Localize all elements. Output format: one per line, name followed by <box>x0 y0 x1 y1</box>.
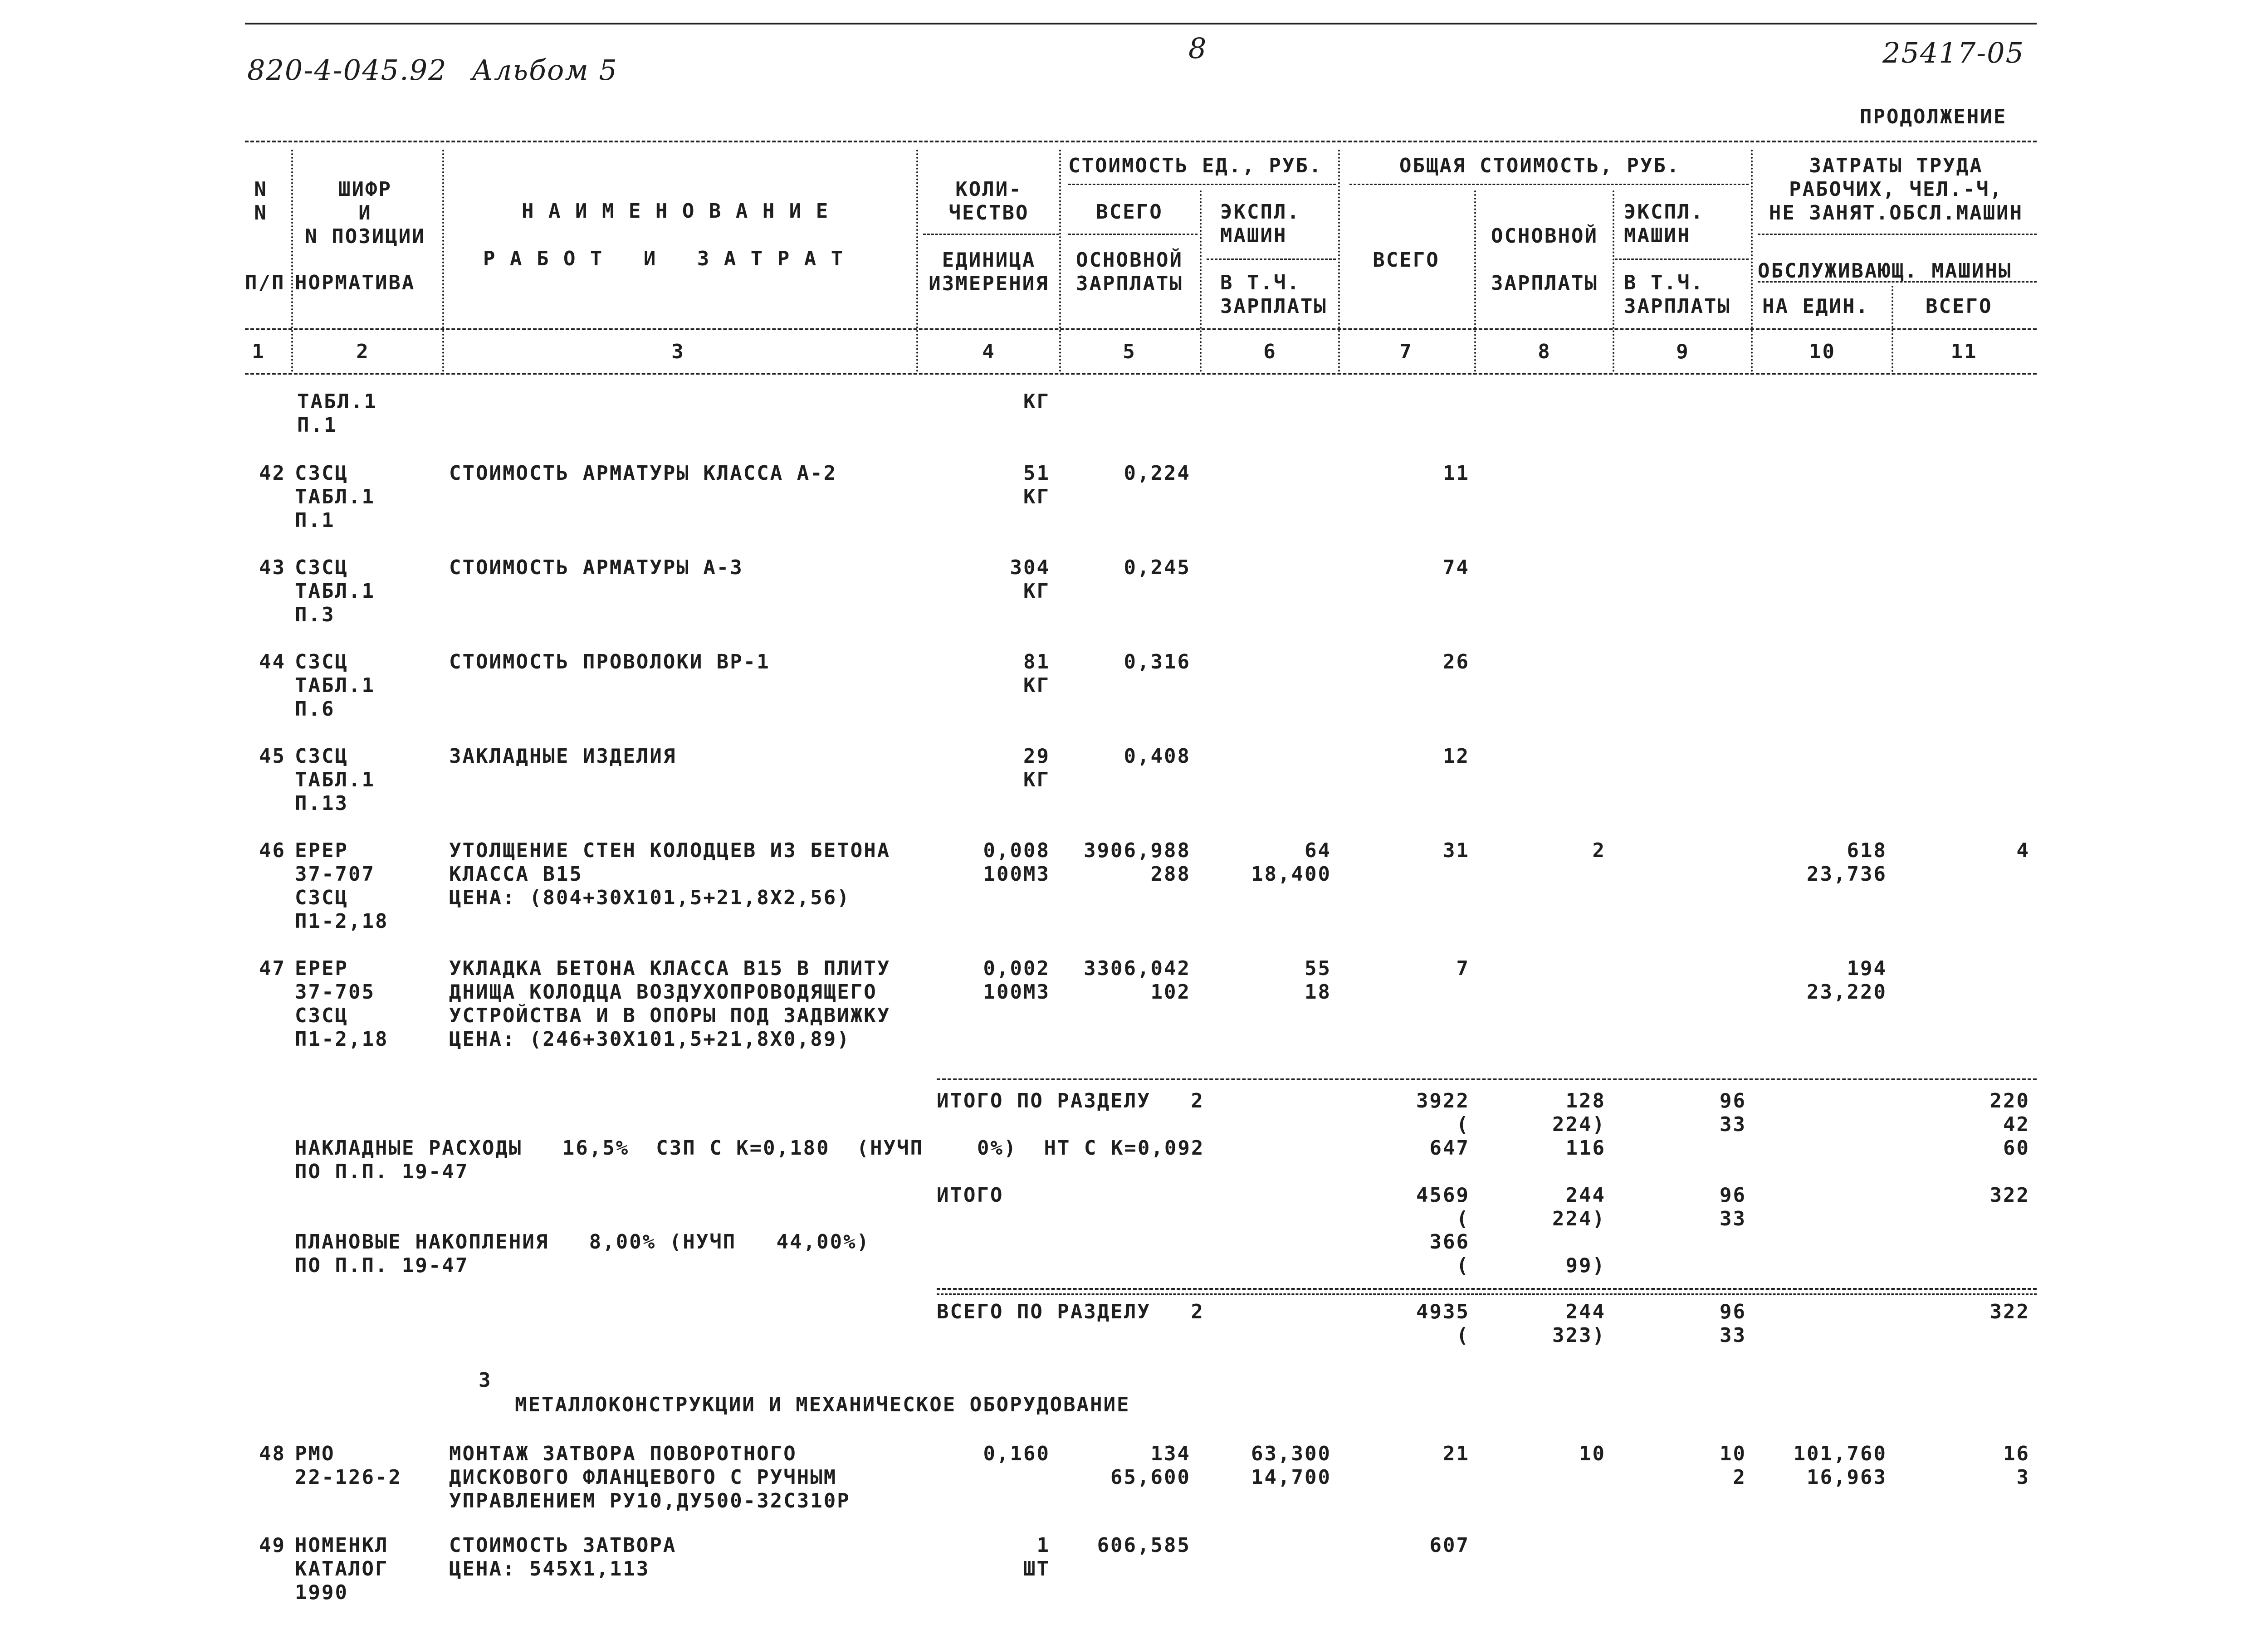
section-total-c11: 220 42 <box>1989 1089 2030 1136</box>
row-labor-unit: 194 23,220 <box>1807 957 1887 1004</box>
section-total-c8: 128 224) <box>1552 1089 1606 1136</box>
grand-top-rule <box>937 1288 2037 1290</box>
hdr-col5-total: ВСЕГО <box>1096 200 1163 224</box>
row-name: СТОИМОСТЬ ЗАТВОРА ЦЕНА: 545Х1,113 <box>449 1534 677 1580</box>
hdr-labor-group: ЗАТРАТЫ ТРУДА РАБОЧИХ, ЧЕЛ.-Ч, НЕ ЗАНЯТ.ОБСЛ.МАШИН <box>1769 154 2024 224</box>
col-number: 2 <box>356 340 370 363</box>
header-bottom-rule <box>245 373 2037 375</box>
row-qty: 29 КГ <box>1023 745 1050 791</box>
hdr-col9-top: ЭКСПЛ. МАШИН <box>1624 200 1704 247</box>
unit-cost-group-rule <box>1068 184 1336 185</box>
row-total: 11 <box>1443 462 1470 485</box>
row-number: 46 <box>259 839 286 862</box>
overhead-label: НАКЛАДНЫЕ РАСХОДЫ 16,5% СЗП С К=0,180 (НУЧП 0%) НТ С К=0,092 ПО П.П. 19-47 <box>295 1136 1205 1183</box>
itogo-c8: 244 224) <box>1552 1184 1606 1230</box>
section3-title: МЕТАЛЛОКОНСТРУКЦИИ И МЕХАНИЧЕСКОЕ ОБОРУДОВАНИЕ <box>515 1393 1130 1416</box>
hdr-col6-bottom: В Т.Ч. ЗАРПЛАТЫ <box>1220 271 1327 318</box>
col6-sub-rule <box>1207 259 1336 260</box>
section-grand-c8: 244 323) <box>1552 1300 1606 1347</box>
col-number: 4 <box>982 340 996 363</box>
hdr-col4: КОЛИ- ЧЕСТВО <box>948 178 1029 224</box>
overhead-c11: 60 <box>2003 1136 2030 1160</box>
hdr-col2: ШИФР И N ПОЗИЦИИ <box>305 178 425 248</box>
planned-c8: 99) <box>1565 1254 1606 1277</box>
hdr-total-cost-group: ОБЩАЯ СТОИМОСТЬ, РУБ. <box>1399 154 1681 177</box>
hdr-col10: НА ЕДИН. <box>1762 295 1869 318</box>
hdr-col4-unit: ЕДИНИЦА ИЗМЕРЕНИЯ <box>929 249 1049 295</box>
col-number: 5 <box>1123 340 1136 363</box>
hdr-col1-pp: П/П <box>245 271 285 294</box>
row-total: 7 <box>1456 957 1470 980</box>
doc-number: 25417-05 <box>1882 36 2025 69</box>
row-total: 12 <box>1443 745 1470 768</box>
header-top-rule <box>245 141 2037 142</box>
section-total-label: ИТОГО ПО РАЗДЕЛУ 2 <box>937 1089 1204 1112</box>
carry-code: ТАБЛ.1 П.1 <box>297 390 377 437</box>
carry-unit: КГ <box>1023 390 1050 413</box>
section-grand-label: ВСЕГО ПО РАЗДЕЛУ 2 <box>937 1300 1204 1323</box>
hdr-col8: ОСНОВНОЙ ЗАРПЛАТЫ <box>1491 224 1598 295</box>
col-divider <box>1751 150 1753 372</box>
row-labor-unit: 101,760 16,963 <box>1793 1442 1887 1489</box>
section3-number: 3 <box>479 1369 492 1392</box>
row-total: 31 <box>1443 839 1470 862</box>
section-grand-c11: 322 <box>1989 1300 2030 1323</box>
row-code: СЗСЦ ТАБЛ.1 П.13 <box>295 745 375 815</box>
col-divider <box>1474 190 1476 372</box>
hdr-unit-cost-group: СТОИМОСТЬ ЕД., РУБ. <box>1068 154 1323 177</box>
planned-c7: 366 ( <box>1429 1230 1470 1277</box>
row-name: СТОИМОСТЬ АРМАТУРЫ А-3 <box>449 556 743 579</box>
row-unit-total: 0,245 <box>1124 556 1191 579</box>
row-number: 43 <box>259 556 286 579</box>
hdr-col2-norm: НОРМАТИВА <box>295 271 415 294</box>
doc-code: 820-4-045.92 <box>247 54 447 87</box>
row-unit-total: 606,585 <box>1097 1534 1191 1557</box>
row-code: ЕРЕР 37-705 СЗСЦ П1-2,18 <box>295 957 389 1051</box>
col-number: 9 <box>1676 340 1690 363</box>
hdr-col5-wage: ОСНОВНОЙ ЗАРПЛАТЫ <box>1076 249 1183 295</box>
row-unit-total: 3306,042 102 <box>1084 957 1191 1004</box>
row-qty: 0,002 100М3 <box>983 957 1050 1004</box>
row-machines: 10 2 <box>1720 1442 1746 1489</box>
row-wages: 2 <box>1592 839 1606 862</box>
row-unit-total: 134 65,600 <box>1110 1442 1191 1489</box>
row-code: СЗСЦ ТАБЛ.1 П.6 <box>295 650 375 721</box>
col5-sub-rule <box>1068 234 1198 235</box>
itogo-label: ИТОГО <box>937 1184 1004 1207</box>
row-unit-machines: 64 18,400 <box>1251 839 1331 886</box>
row-unit-machines: 63,300 14,700 <box>1251 1442 1331 1489</box>
row-qty: 1 ШТ <box>1023 1534 1050 1580</box>
overhead-c7: 647 <box>1429 1136 1470 1160</box>
col-divider <box>1338 150 1340 372</box>
row-code: СЗСЦ ТАБЛ.1 П.3 <box>295 556 375 626</box>
row-code: РМО 22-126-2 <box>295 1442 402 1489</box>
section-grand-c9: 96 33 <box>1720 1300 1746 1347</box>
hdr-col7: ВСЕГО <box>1373 249 1440 272</box>
row-qty: 81 КГ <box>1023 650 1050 697</box>
col-divider <box>442 150 444 372</box>
page-number: 8 <box>1188 32 1207 65</box>
row-qty: 51 КГ <box>1023 462 1050 508</box>
col-divider <box>1613 190 1614 372</box>
row-name: УТОЛЩЕНИЕ СТЕН КОЛОДЦЕВ ИЗ БЕТОНА КЛАССА В15 ЦЕНА: (804+30Х101,5+21,8Х2,56) <box>449 839 891 909</box>
row-number: 47 <box>259 957 286 980</box>
col-number: 8 <box>1538 340 1551 363</box>
section-grand-c7: 4935 ( <box>1416 1300 1470 1347</box>
hdr-labor-sub: ОБСЛУЖИВАЮЩ. МАШИНЫ <box>1758 259 2012 283</box>
row-qty: 0,160 <box>983 1442 1050 1465</box>
row-total: 21 <box>1443 1442 1470 1465</box>
hdr-col3-line1: Н А И М Е Н О В А Н И Е <box>522 200 830 223</box>
row-qty: 0,008 100М3 <box>983 839 1050 886</box>
row-name: СТОИМОСТЬ АРМАТУРЫ КЛАССА А-2 <box>449 462 837 485</box>
itogo-c11: 322 <box>1989 1184 2030 1207</box>
row-number: 44 <box>259 650 286 673</box>
col-number: 10 <box>1809 340 1836 363</box>
col-divider <box>291 150 293 372</box>
row-unit-total: 0,408 <box>1124 745 1191 768</box>
qty-unit-rule <box>923 234 1059 235</box>
row-name: МОНТАЖ ЗАТВОРА ПОВОРОТНОГО ДИСКОВОГО ФЛАНЦЕВОГО С РУЧНЫМ УПРАВЛЕНИЕМ РУ10,ДУ500-32С310Р <box>449 1442 850 1512</box>
col-divider <box>1892 286 1893 372</box>
row-number: 48 <box>259 1442 286 1465</box>
hdr-col11: ВСЕГО <box>1926 295 1993 318</box>
row-number: 45 <box>259 745 286 768</box>
row-total: 74 <box>1443 556 1470 579</box>
col-number: 6 <box>1263 340 1277 363</box>
row-labor-unit: 618 23,736 <box>1807 839 1887 886</box>
header-mid-rule <box>245 328 2037 330</box>
row-qty: 304 КГ <box>1010 556 1050 603</box>
row-code: НОМЕНКЛ КАТАЛОГ 1990 <box>295 1534 389 1604</box>
overhead-c8: 116 <box>1565 1136 1606 1160</box>
row-unit-total: 0,224 <box>1124 462 1191 485</box>
hdr-col1: N N <box>254 178 268 224</box>
row-name: ЗАКЛАДНЫЕ ИЗДЕЛИЯ <box>449 745 677 768</box>
row-code: ЕРЕР 37-707 СЗСЦ П1-2,18 <box>295 839 389 933</box>
grand-top-rule-2 <box>937 1293 2037 1295</box>
album-label: Альбом 5 <box>472 54 618 87</box>
row-labor-total: 16 3 <box>2003 1442 2030 1489</box>
col-divider <box>1200 190 1202 372</box>
row-total: 26 <box>1443 650 1470 673</box>
col-number: 1 <box>252 340 265 363</box>
col9-sub-rule <box>1615 259 1749 260</box>
labor-sub-rule <box>1758 234 2037 235</box>
row-total: 607 <box>1429 1534 1470 1557</box>
hdr-col6-top: ЭКСПЛ. МАШИН <box>1220 200 1300 247</box>
hdr-col9-bottom: В Т.Ч. ЗАРПЛАТЫ <box>1624 271 1731 318</box>
row-unit-total: 3906,988 288 <box>1084 839 1191 886</box>
itogo-c7: 4569 ( <box>1416 1184 1470 1230</box>
row-wages: 10 <box>1579 1442 1606 1465</box>
summary-top-rule <box>937 1078 2037 1080</box>
row-number: 42 <box>259 462 286 485</box>
planned-label: ПЛАНОВЫЕ НАКОПЛЕНИЯ 8,00% (НУЧП 44,00%) ПО П.П. 19-47 <box>295 1230 870 1277</box>
row-number: 49 <box>259 1534 286 1557</box>
row-unit-total: 0,316 <box>1124 650 1191 673</box>
row-code: СЗСЦ ТАБЛ.1 П.1 <box>295 462 375 532</box>
top-rule <box>245 23 2037 24</box>
col-divider <box>1059 150 1061 372</box>
row-unit-machines: 55 18 <box>1305 957 1331 1004</box>
total-cost-group-rule <box>1349 184 1749 185</box>
col-number: 3 <box>671 340 685 363</box>
row-name: УКЛАДКА БЕТОНА КЛАССА В15 В ПЛИТУ ДНИЩА КОЛОДЦА ВОЗДУХОПРОВОДЯЩЕГО УСТРОЙСТВА И В ОПОРЫ ПОД ЗАДВИЖКУ ЦЕНА: (246+30Х101,5+21,8Х0,89) <box>449 957 891 1051</box>
row-name: СТОИМОСТЬ ПРОВОЛОКИ ВР-1 <box>449 650 770 673</box>
section-total-c9: 96 33 <box>1720 1089 1746 1136</box>
continuation-label: ПРОДОЛЖЕНИЕ <box>1860 105 2007 128</box>
itogo-c9: 96 33 <box>1720 1184 1746 1230</box>
col-number: 7 <box>1399 340 1413 363</box>
row-labor-total: 4 <box>2016 839 2030 862</box>
section-total-c7: 3922 ( <box>1416 1089 1470 1136</box>
hdr-col3-line2: Р А Б О Т И З А Т Р А Т <box>483 247 845 270</box>
col-divider <box>916 150 918 372</box>
col-number: 11 <box>1950 340 1978 363</box>
